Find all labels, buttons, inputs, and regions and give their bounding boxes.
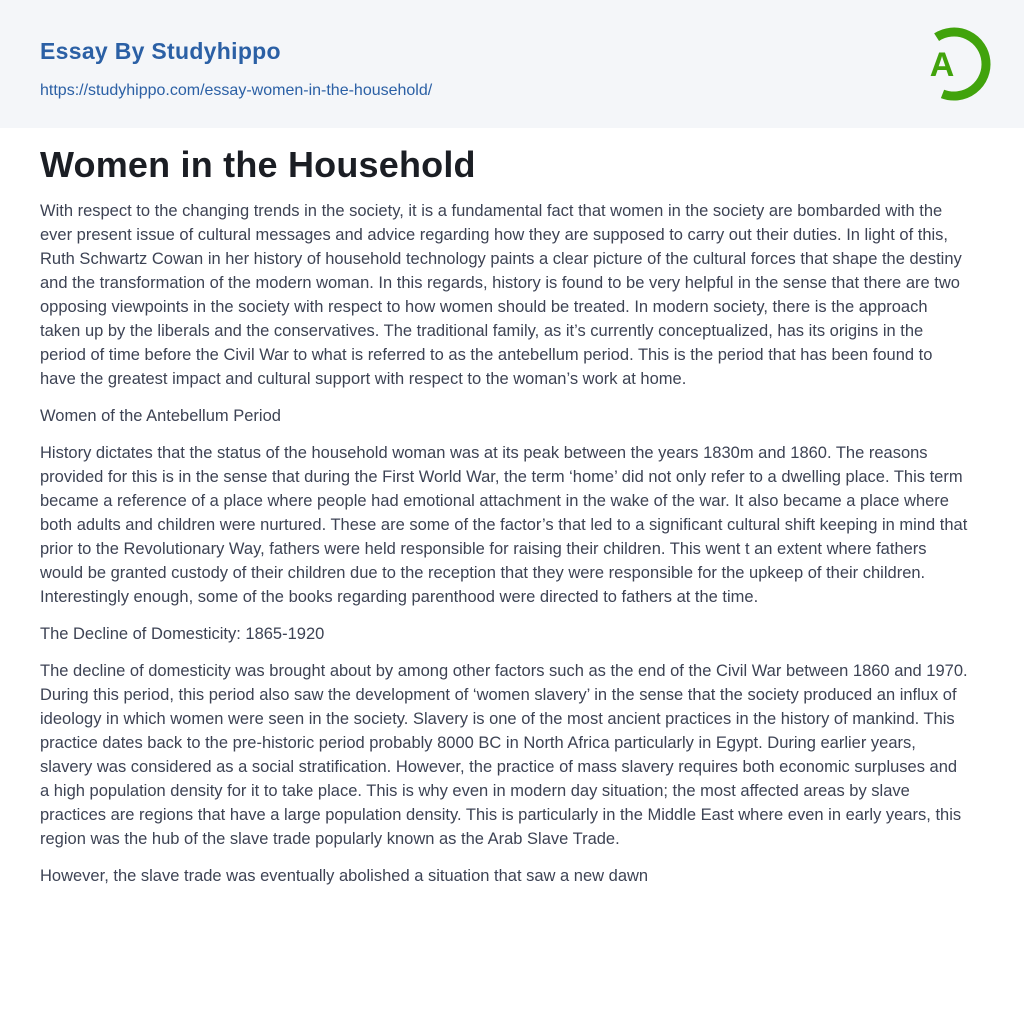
studyhippo-logo — [914, 24, 994, 104]
page-header — [0, 0, 1024, 128]
paragraph-antebellum: History dictates that the status of the household woman was at its peak between the years 1830m and 1860. The reasons provided for this is in the sense that during the First World War, the term ‘home’ did not only refer to a dwelling place. This term became a reference of a place where people had emotional attachment in the wake of the war. It also became a place where both adults and children were nurtured. These are some of the factor’s that led to a significant cultural shift keeping in mind that prior to the Revolutionary Way, fathers were held responsible for raising their children. This went t an extent where fathers would be granted custody of their children due to the reception that they were responsible for the upkeep of their children. Interestingly enough, some of the books regarding parenthood were directed to fathers at the time. — [40, 444, 968, 606]
logo-letter-a: A — [929, 46, 955, 84]
studyhippo-logo-icon — [914, 24, 994, 104]
essay-content — [40, 144, 970, 888]
paragraph-closing: However, the slave trade was eventually abolished a situation that saw a new dawn — [40, 867, 649, 885]
header-text-group — [40, 28, 432, 100]
page-title: Women in the Household — [40, 144, 476, 185]
essay-url-link[interactable]: https://studyhippo.com/essay-women-in-the-household/ — [40, 81, 433, 99]
paragraph-decline: The decline of domesticity was brought about by among other factors such as the end of the Civil War between 1860 and 1970. During this period, this period also saw the development of ‘women slavery’ in the sense that the society produced an influx of ideology in which women were seen in the society. Slavery is one of the most ancient practices in the history of mankind. This practice dates back to the pre-historic period probably 8000 BC in North Africa particularly in Egypt. During earlier years, slavery was considered as a social stratification. However, the practice of mass slavery requires both economic surpluses and a high population density for it to take place. This is why even in modern day situation; the most affected areas by slave practices are regions that have a large population density. This is particularly in the Middle East where even in early years, this region was the hub of the slave trade popularly known as the Arab Slave Trade. — [40, 662, 968, 848]
section-heading-antebellum: Women of the Antebellum Period — [40, 407, 281, 425]
section-heading-decline: The Decline of Domesticity: 1865-1920 — [40, 625, 325, 643]
site-title: Essay By Studyhippo — [40, 38, 281, 65]
paragraph-intro: With respect to the changing trends in the society, it is a fundamental fact that women in the society are bombarded with the ever present issue of cultural messages and advice regarding how they are supposed to carry out their duties. In light of this, Ruth Schwartz Cowan in her history of household technology paints a clear picture of the cultural forces that shape the destiny and the transformation of the modern woman. In this regards, history is found to be very helpful in the sense that there are two opposing viewpoints in the society with respect to how women should be treated. In modern society, there is the approach taken up by the liberals and the conservatives. The traditional family, as it’s currently conceptualized, has its origins in the period of time before the Civil War to what is referred to as the antebellum period. This is the period that has been found to have the greatest impact and cultural support with respect to the woman’s work at home. — [40, 202, 962, 388]
